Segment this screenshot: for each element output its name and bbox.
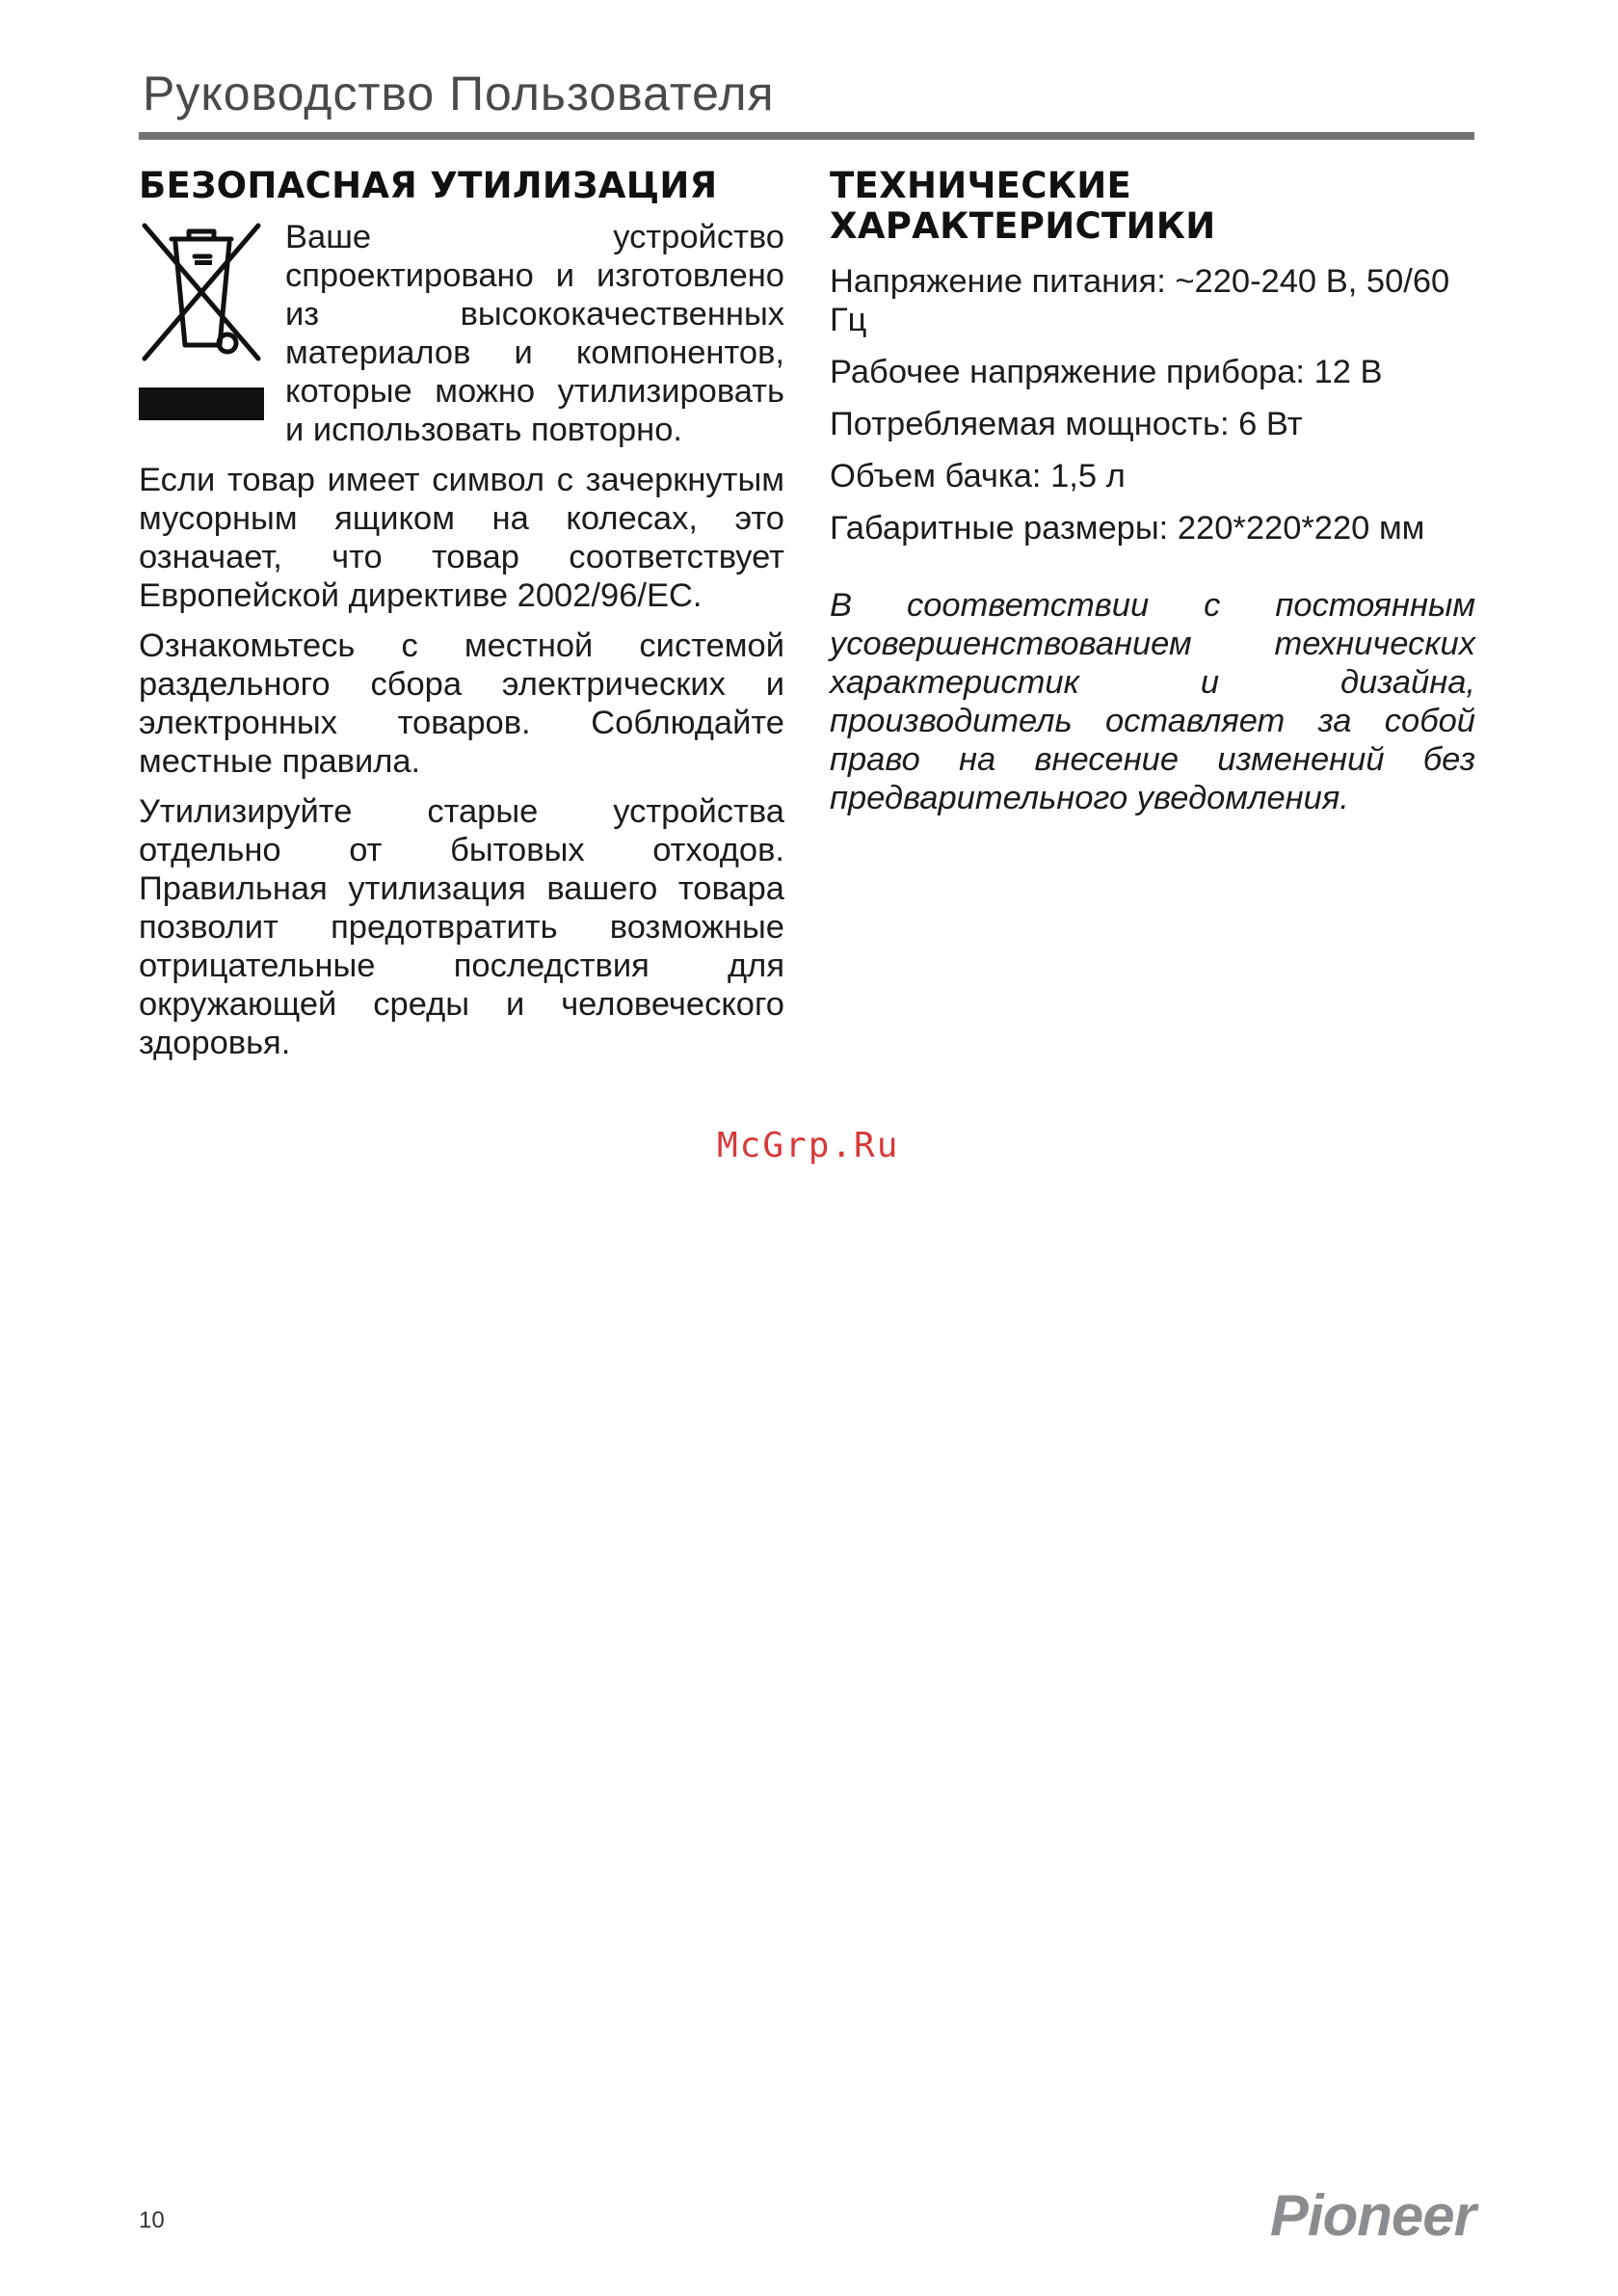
disposal-intro-text: Ваше устройство спроектировано и изготовлено из высококачественных материалов и компонентов, которые можно утилизировать и использовать повторно. <box>285 219 784 448</box>
crossed-out-bin-icon <box>139 218 264 362</box>
brand-logo: Pioneer <box>1269 2183 1475 2248</box>
spec-operating-voltage: Рабочее напряжение прибора: 12 В <box>830 354 1383 390</box>
disposal-intro <box>139 218 784 449</box>
disposal-paragraph-1: Если товар имеет символ с зачеркнутым мусорным ящиком на колесах, это означает, что товар соответствует Европейской директиве 2002/96/EC. <box>139 462 784 614</box>
black-bar-marker <box>139 387 264 420</box>
disposal-paragraph-2: Ознакомьтесь с местной системой раздельного сбора электрических и электронных товаров. Соблюдайте местные правила. <box>139 627 784 780</box>
spec-dimensions: Габаритные размеры: 220*220*220 мм <box>830 510 1425 547</box>
specs-heading-line1: ТЕХНИЧЕСКИЕ <box>830 165 1132 206</box>
spec-voltage: Напряжение питания: ~220-240 В, 50/60 Гц <box>830 263 1450 338</box>
specs-disclaimer: В соответствии с постоянным усовершенствованием технических характеристик и дизайна, производитель оставляет за собой право на внесение изменений без предварительного уведомления. <box>830 587 1475 816</box>
disposal-paragraph-3: Утилизируйте старые устройства отдельно от бытовых отходов. Правильная утилизация вашего товара позволит предотвратить возможные отрицательные последствия для окружающей среды и человеческого здоровья. <box>139 793 784 1061</box>
disposal-section <box>139 166 784 1062</box>
specs-heading <box>830 166 1475 247</box>
spec-power: Потребляемая мощность: 6 Вт <box>830 406 1303 442</box>
weee-symbol <box>139 218 264 449</box>
header-divider <box>139 132 1474 140</box>
specs-heading-line2: ХАРАКТЕРИСТИКИ <box>830 205 1216 247</box>
page-number: 10 <box>139 2207 165 2233</box>
disposal-heading: БЕЗОПАСНАЯ УТИЛИЗАЦИЯ <box>139 165 718 206</box>
page-header-title: Руководство Пользователя <box>143 67 775 120</box>
watermark: McGrp.Ru <box>717 1126 900 1165</box>
spec-tank-volume: Объем бачка: 1,5 л <box>830 458 1126 494</box>
specs-section <box>830 166 1475 817</box>
